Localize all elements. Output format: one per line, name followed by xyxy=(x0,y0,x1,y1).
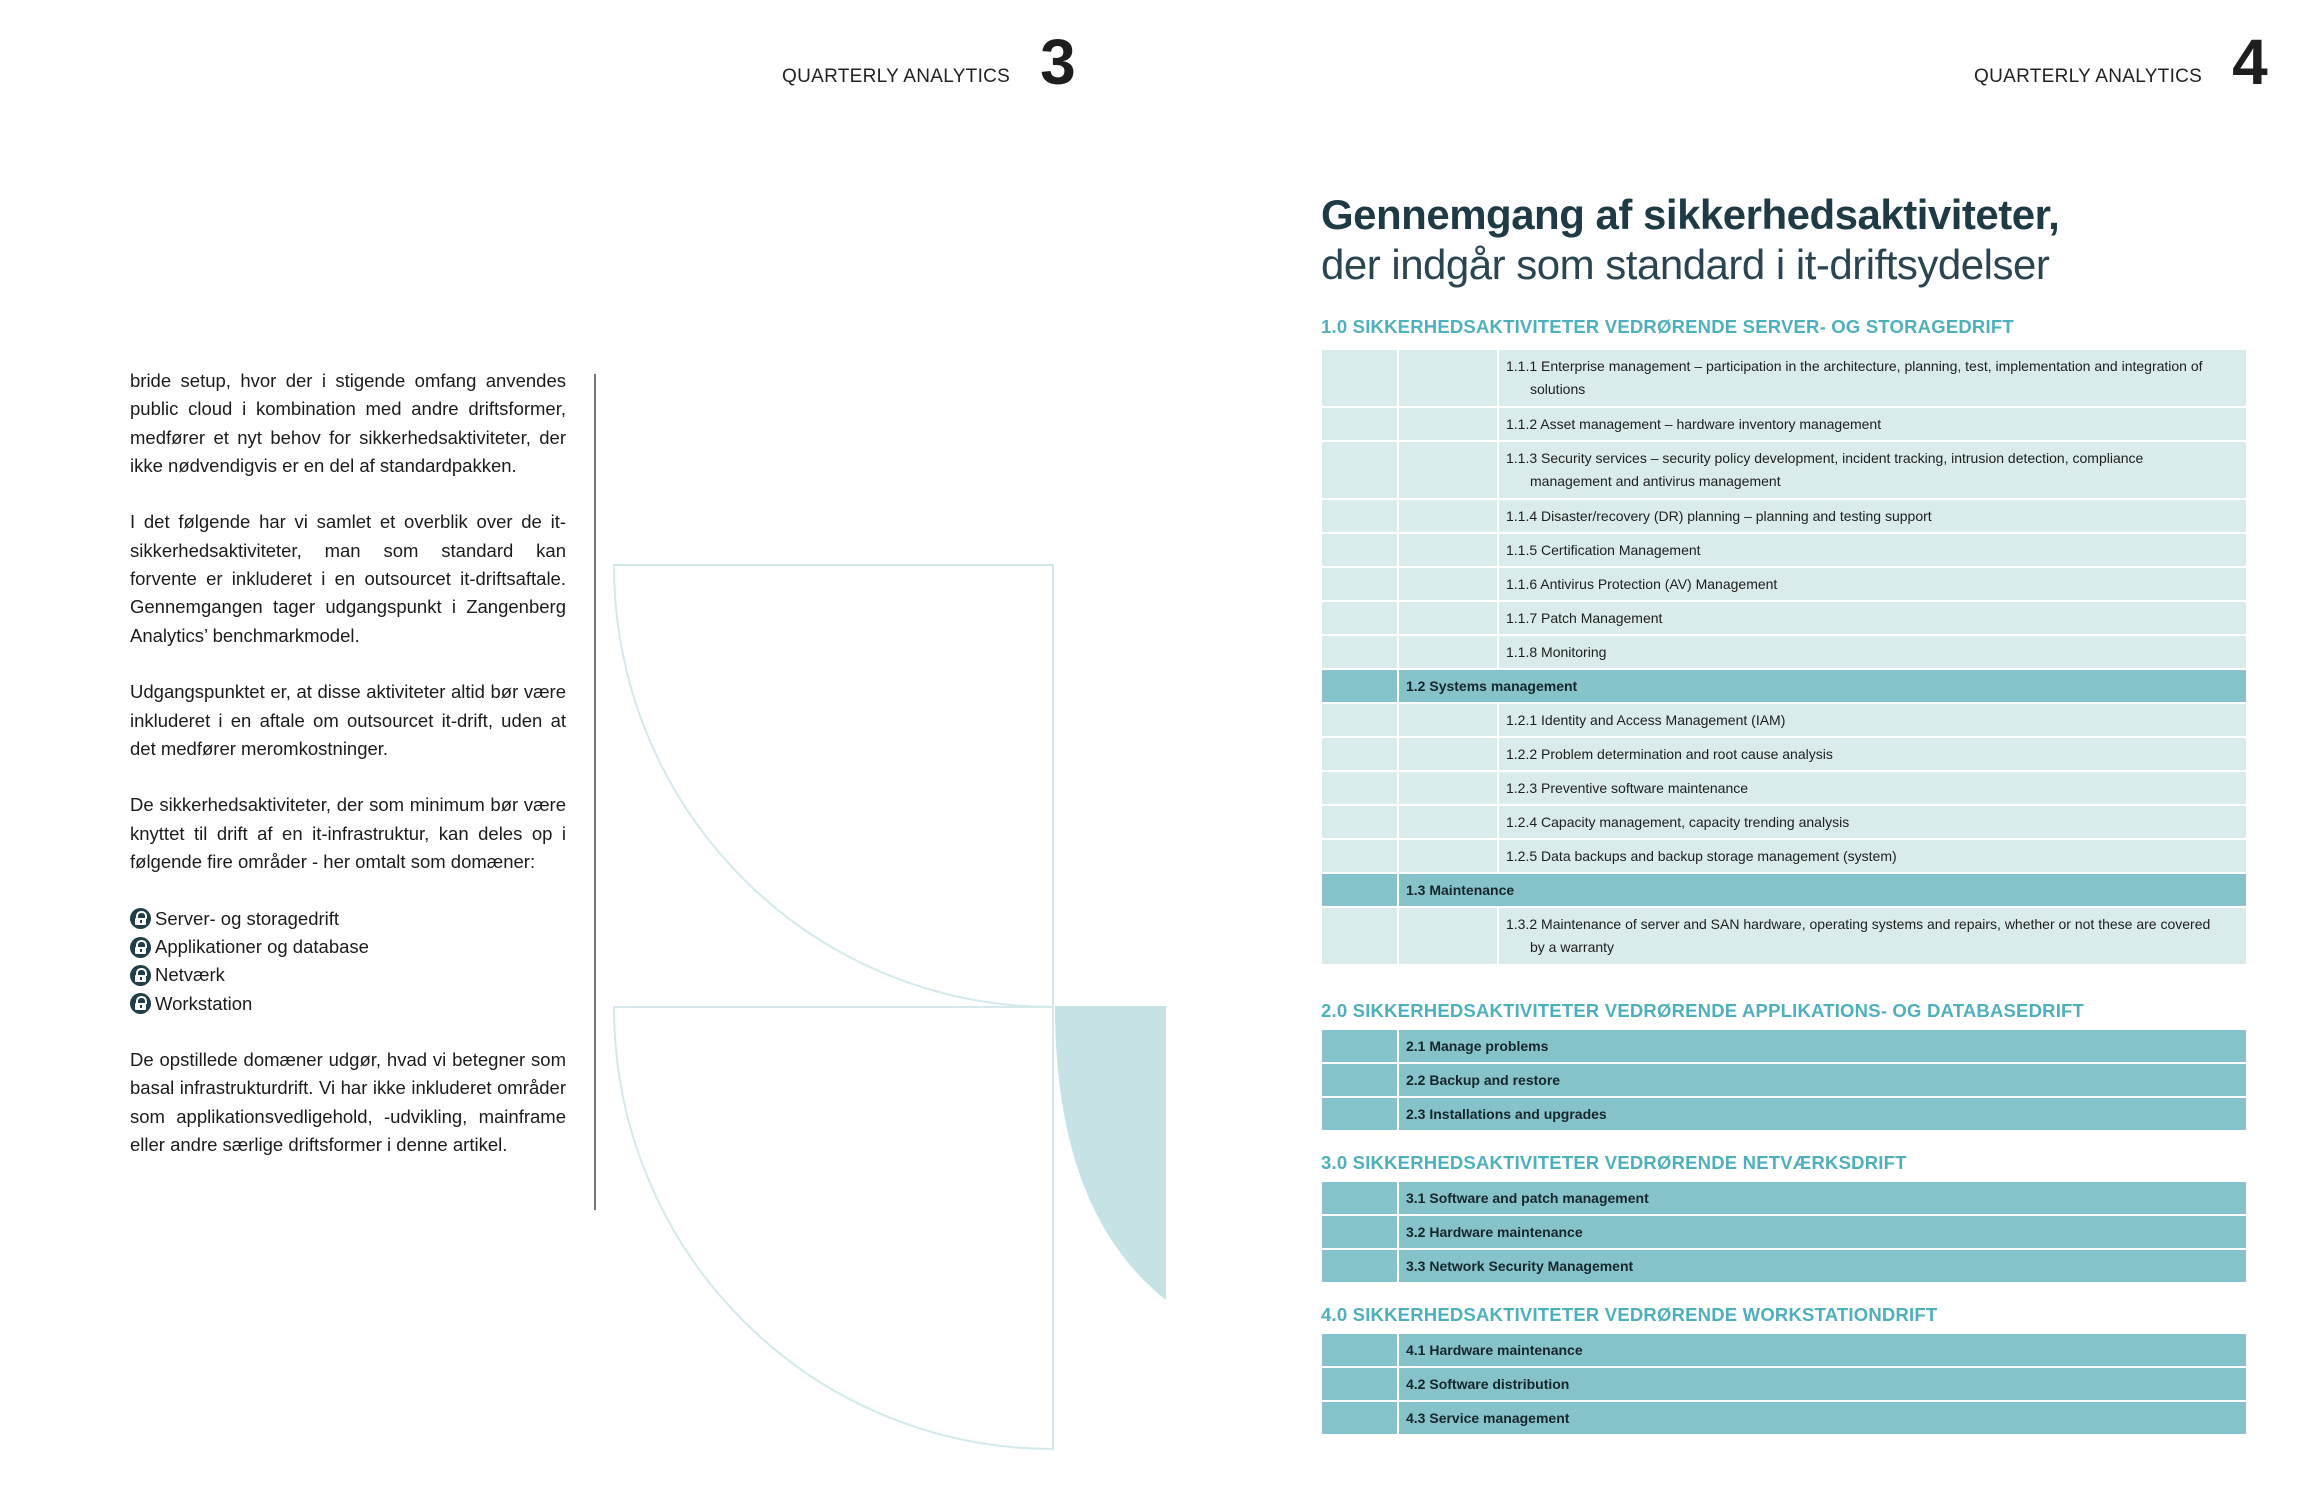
running-head-left xyxy=(782,26,1076,98)
decorative-shapes xyxy=(600,560,1200,1460)
activity-group-label: 3.1 Software and patch management xyxy=(1406,1190,1649,1206)
activity-label: 1.2.2 Problem determination and root cause analysis xyxy=(1506,745,1833,762)
domain-label: Workstation xyxy=(155,992,253,1014)
activity-group-row xyxy=(1322,1098,2246,1132)
lock-icon xyxy=(130,908,151,929)
activity-group-label: 3.2 Hardware maintenance xyxy=(1406,1224,1583,1240)
title-light: der indgår som standard i it-driftsydelser xyxy=(1321,241,2050,288)
body-text-column xyxy=(130,367,566,1188)
activity-row xyxy=(1322,636,2246,670)
page-number: 3 xyxy=(1040,26,1076,98)
domain-item xyxy=(130,961,566,989)
domain-label: Netværk xyxy=(155,964,225,986)
activity-group-row xyxy=(1322,1334,2246,1368)
activity-table xyxy=(1322,1334,2246,1436)
activity-row xyxy=(1322,534,2246,568)
activity-table xyxy=(1322,1030,2246,1132)
activity-row xyxy=(1322,772,2246,806)
activity-label: 1.2.3 Preventive software maintenance xyxy=(1506,779,1749,796)
activity-label: 1.2.5 Data backups and backup storage management (system) xyxy=(1506,847,1897,864)
activity-label: 1.1.7 Patch Management xyxy=(1506,609,1663,626)
activity-label: 1.2.4 Capacity management, capacity trending analysis xyxy=(1506,813,1850,830)
publication-name: QUARTERLY ANALYTICS xyxy=(1974,66,2203,87)
paragraph: Udgangspunktet er, at disse aktiviteter altid bør være inkluderet i en aftale om outsourcet it-drift, uden at det medfører meromkostninger. xyxy=(130,681,566,759)
activity-group-label: 4.2 Software distribution xyxy=(1406,1376,1570,1392)
paragraph: I det følgende har vi samlet et overblik over de it-sikkerhedsaktiviteter, man som standard kan forvente er inkluderet i en outsourcet it-driftsaftale. Gennemgangen tager udgangspunkt i Zangenberg Analytics’ benchmarkmodel. xyxy=(130,511,566,646)
activity-table xyxy=(1322,1182,2246,1284)
outline-quarter-circle-top xyxy=(614,565,1053,1007)
domain-item xyxy=(130,933,566,961)
paragraph: De sikkerhedsaktiviteter, der som minimum bør være knyttet til drift af en it-infrastruktur, kan deles op i følgende fire områder - her omtalt som domæner: xyxy=(130,794,566,873)
activity-row xyxy=(1322,350,2246,408)
activity-group-label: 1.3 Maintenance xyxy=(1406,882,1515,898)
activity-group-label: 4.3 Service management xyxy=(1406,1410,1570,1426)
activity-group-label: 1.2 Systems management xyxy=(1406,678,1578,694)
section-heading: 3.0 SIKKERHEDSAKTIVITETER VEDRØRENDE NETVÆRKSDRIFT xyxy=(1321,1152,1907,1173)
activity-group-row xyxy=(1322,1368,2246,1402)
page-number: 4 xyxy=(2232,26,2268,98)
activity-group-label: 2.2 Backup and restore xyxy=(1406,1072,1561,1088)
activity-table xyxy=(1322,350,2246,966)
activity-group-label: 3.3 Network Security Management xyxy=(1406,1258,1634,1274)
activity-group-row xyxy=(1322,1030,2246,1064)
activity-label: 1.1.6 Antivirus Protection (AV) Management xyxy=(1506,575,1778,592)
activity-group-label: 2.1 Manage problems xyxy=(1406,1038,1549,1054)
activity-group-row xyxy=(1322,1250,2246,1284)
activity-label: 1.1.1 Enterprise management – participation in the architecture, planning, test, implementation and integration of solutions xyxy=(1506,358,2203,397)
domain-list xyxy=(130,905,566,1018)
page-title xyxy=(1321,190,2059,290)
activity-row xyxy=(1322,840,2246,874)
running-head-right xyxy=(1974,26,2268,98)
activity-row xyxy=(1322,704,2246,738)
activity-group-label: 2.3 Installations and upgrades xyxy=(1406,1106,1607,1122)
activity-row xyxy=(1322,442,2246,500)
activity-row xyxy=(1322,908,2246,966)
activity-group-row xyxy=(1322,1182,2246,1216)
activity-group-row xyxy=(1322,1064,2246,1098)
publication-name: QUARTERLY ANALYTICS xyxy=(782,66,1011,87)
domain-label: Applikationer og database xyxy=(155,935,369,957)
activity-row xyxy=(1322,408,2246,442)
lock-icon xyxy=(130,965,151,986)
activity-label: 1.1.5 Certification Management xyxy=(1506,541,1701,558)
activity-group-row xyxy=(1322,1216,2246,1250)
paragraph: bride setup, hvor der i stigende omfang anvendes public cloud i kombination med andre driftsformer, medfører et nyt behov for sikkerhedsaktiviteter, der ikke nødvendigvis er en del af standardpakken. xyxy=(130,370,566,476)
filled-quarter-circle xyxy=(1055,1006,1166,1300)
section-heading: 1.0 SIKKERHEDSAKTIVITETER VEDRØRENDE SERVER- OG STORAGEDRIFT xyxy=(1321,316,2014,337)
activity-group-label: 4.1 Hardware maintenance xyxy=(1406,1342,1583,1358)
outline-quarter-circle-bottom xyxy=(614,1007,1053,1449)
activity-label: 1.1.8 Monitoring xyxy=(1506,643,1607,660)
column-rule xyxy=(594,374,596,1210)
section-heading: 2.0 SIKKERHEDSAKTIVITETER VEDRØRENDE APPLIKATIONS- OG DATABASEDRIFT xyxy=(1321,1000,2085,1021)
activity-label: 1.3.2 Maintenance of server and SAN hardware, operating systems and repairs, whether or not these are covered by a warranty xyxy=(1506,916,2211,955)
activity-row xyxy=(1322,806,2246,840)
activity-row xyxy=(1322,602,2246,636)
activity-group-row xyxy=(1322,874,2246,908)
domain-item xyxy=(130,990,566,1018)
activity-row xyxy=(1322,500,2246,534)
lock-icon xyxy=(130,937,151,958)
activity-label: 1.2.1 Identity and Access Management (IAM) xyxy=(1506,711,1786,728)
activity-label: 1.1.3 Security services – security policy development, incident tracking, intrusion detection, compliance management and antivirus management xyxy=(1506,450,2144,489)
activity-row xyxy=(1322,568,2246,602)
domain-item xyxy=(130,905,566,933)
activity-group-row xyxy=(1322,1402,2246,1436)
activity-row xyxy=(1322,738,2246,772)
closing-paragraph: De opstillede domæner udgør, hvad vi betegner som basal infrastrukturdrift. Vi har ikke inkluderet områder som applikationsvedligehold, -udvikling, mainframe eller andre særlige driftsformer i denne artikel. xyxy=(130,1049,566,1156)
activity-label: 1.1.4 Disaster/recovery (DR) planning – planning and testing support xyxy=(1506,507,1932,524)
domain-label: Server- og storagedrift xyxy=(155,907,340,929)
activity-label: 1.1.2 Asset management – hardware inventory management xyxy=(1506,415,1882,432)
lock-icon xyxy=(130,993,151,1014)
section-heading: 4.0 SIKKERHEDSAKTIVITETER VEDRØRENDE WORKSTATIONDRIFT xyxy=(1321,1304,1938,1325)
title-bold: Gennemgang af sikkerhedsaktiviteter, xyxy=(1321,191,2060,238)
activity-group-row xyxy=(1322,670,2246,704)
